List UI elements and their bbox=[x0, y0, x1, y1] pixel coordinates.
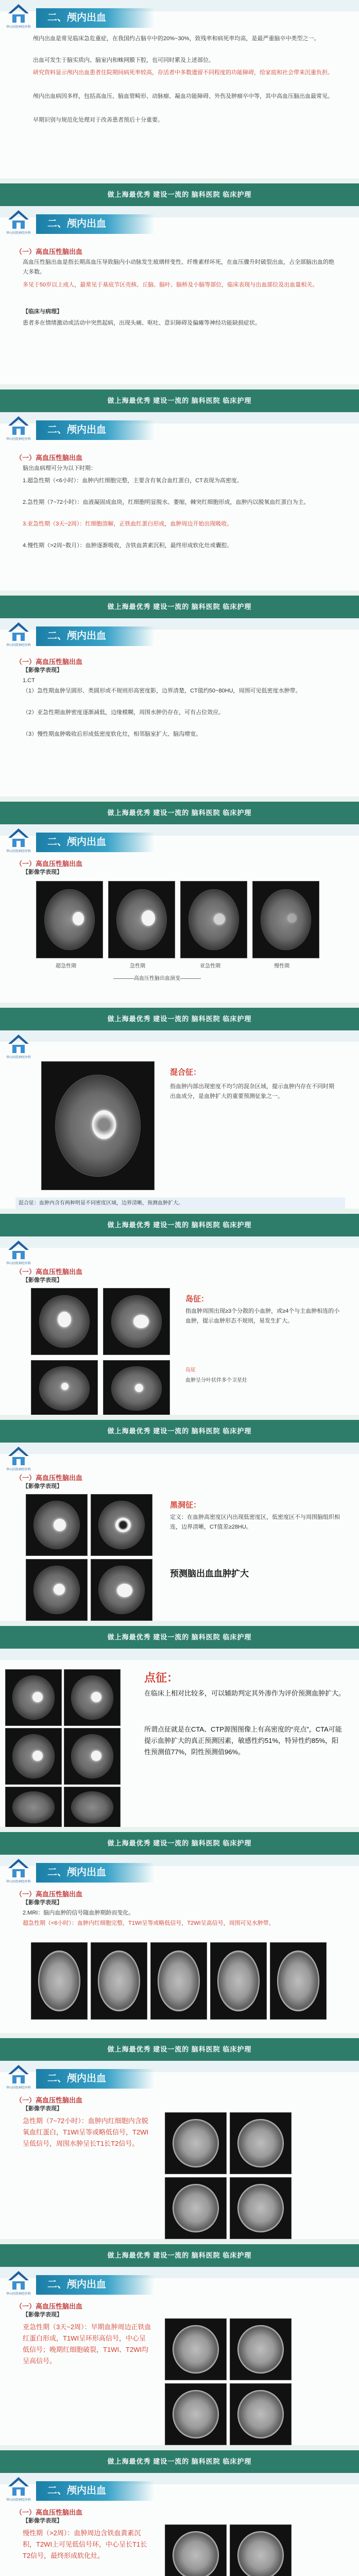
mri-image bbox=[230, 2112, 292, 2174]
footer-band bbox=[0, 2033, 359, 2038]
ct-scan-image bbox=[26, 1494, 88, 1556]
image-caption: 亚急性期 bbox=[200, 963, 220, 969]
logo-text: 华山医院神经外科 bbox=[6, 2087, 31, 2090]
logo-text: 华山医院神经外科 bbox=[6, 2499, 31, 2502]
slide-7 bbox=[0, 1236, 359, 1443]
footer-band bbox=[0, 1209, 359, 1214]
hospital-logo-icon bbox=[4, 414, 33, 445]
paragraph: （2）亚急性期血肿密度逐渐减低，边缘模糊，周围水肿仍存在，可有占位效应。 bbox=[23, 709, 225, 716]
paragraph: 2.MRI：脑内血肿的信号随血肿期龄而变化。 bbox=[23, 1910, 134, 1916]
subsection-label: （一）高血压性脑出血 bbox=[15, 860, 83, 868]
slide-topbar bbox=[0, 1443, 359, 1454]
slide-13 bbox=[0, 2473, 359, 2576]
sub-heading: 【影像学表现】 bbox=[23, 2106, 62, 2112]
section-title: 二、颅内出血 bbox=[36, 833, 155, 852]
sub-heading: 【影像学表现】 bbox=[23, 1277, 62, 1283]
image-caption: 慢性期 bbox=[274, 963, 289, 969]
footer-banner: 做上海最优秀 建设一流的 脑科医院 临床护理 bbox=[0, 1626, 359, 1649]
footer-banner: 做上海最优秀 建设一流的 脑科医院 临床护理 bbox=[0, 1214, 359, 1236]
paragraph: 高血压性脑出血是指长期高血压导致脑内小动脉发生玻璃样变性、纤维素样坏死，在血压骤升时破裂出血，占全部脑出血的绝大多数。 bbox=[23, 259, 334, 275]
sub-heading: 【影像学表现】 bbox=[23, 667, 62, 673]
ct-scan-image bbox=[91, 1494, 152, 1556]
callout-title: 点征： bbox=[144, 1671, 179, 1684]
footer-banner: 做上海最优秀 建设一流的 脑科医院 临床护理 bbox=[0, 389, 359, 412]
ct-scan-image bbox=[5, 1728, 62, 1785]
slide-2 bbox=[0, 206, 359, 412]
paragraph: 脑出血病理可分为以下时期： bbox=[23, 465, 96, 471]
footer-band bbox=[0, 796, 359, 802]
slide-1 bbox=[0, 0, 359, 206]
ct-scan-image bbox=[103, 1288, 170, 1355]
logo-text: 华山医院神经外科 bbox=[6, 1468, 31, 1471]
timeline-caption: ————高血压性脑出血演变———— bbox=[113, 976, 201, 981]
callout-title: 混合征： bbox=[170, 1068, 201, 1077]
image-caption: 超急性期 bbox=[56, 963, 76, 969]
subsection-label: （一）高血压性脑出血 bbox=[15, 2096, 83, 2104]
paragraph: 所谓点征就是在CTA、CTP源图图像上有高密度的“亮点”，CTA可能提示血肿扩大的真正预测因素，敏感性约51%，特异性约85%，阳性预测值77%，阴性预测值96%。 bbox=[144, 1725, 342, 1756]
footer-band bbox=[0, 1621, 359, 1626]
slide-topbar bbox=[0, 1030, 359, 1042]
logo-text: 华山医院神经外科 bbox=[6, 644, 31, 647]
section-title: 二、颅内出血 bbox=[36, 2481, 155, 2501]
subsection-label: （一）高血压性脑出血 bbox=[15, 454, 83, 462]
mri-image bbox=[270, 1942, 327, 2020]
footer-band bbox=[0, 1415, 359, 1420]
slide-topbar bbox=[0, 1649, 359, 1660]
ct-scan-image bbox=[26, 1559, 88, 1621]
hospital-logo-icon bbox=[4, 1032, 33, 1063]
subsection-label: （一）高血压性脑出血 bbox=[15, 248, 83, 256]
section-title: 二、颅内出血 bbox=[36, 214, 155, 234]
hospital-logo-icon bbox=[4, 2, 33, 33]
mri-image bbox=[230, 2318, 292, 2380]
footer-banner: 做上海最优秀 建设一流的 脑科医院 临床护理 bbox=[0, 2450, 359, 2473]
mri-image bbox=[31, 1942, 88, 2020]
subsection-label: （一）高血压性脑出血 bbox=[15, 2509, 83, 2516]
paragraph: 指血肿周围出现≥3个分散的小血肿，或≥4个与主血肿相连的小血肿，提示血肿形态不规则，易发生扩大。 bbox=[185, 1308, 340, 1324]
callout-title: 岛征： bbox=[185, 1295, 209, 1303]
slide-12 bbox=[0, 2267, 359, 2473]
hospital-logo-icon bbox=[4, 2063, 33, 2094]
sub-heading: 【临床与病理】 bbox=[23, 309, 62, 315]
stage-item: 3.亚急性期（3天~2周）：红细胞溶解，正铁血红蛋白形成，血肿周边开始出现吸收。 bbox=[23, 521, 233, 527]
footer-banner: 做上海最优秀 建设一流的 脑科医院 临床护理 bbox=[0, 802, 359, 824]
ct-scan-image bbox=[108, 881, 175, 958]
slide-4 bbox=[0, 618, 359, 824]
subsection-label: （一）高血压性脑出血 bbox=[15, 1474, 83, 1482]
slide-3 bbox=[0, 412, 359, 618]
slide-topbar bbox=[0, 1236, 359, 1248]
slide-5 bbox=[0, 824, 359, 1030]
footer-banner: 做上海最优秀 建设一流的 脑科医院 临床护理 bbox=[0, 1420, 359, 1443]
footer-band bbox=[0, 2445, 359, 2450]
ct-scan-image bbox=[5, 1787, 62, 1828]
ct-scan-image bbox=[31, 1360, 98, 1417]
conclusion: 预测脑出血血肿扩大 bbox=[170, 1569, 249, 1579]
mri-image bbox=[165, 2383, 227, 2445]
hospital-logo-icon bbox=[4, 826, 33, 857]
subsection-label: （一）高血压性脑出血 bbox=[15, 2302, 83, 2310]
paragraph: 研究资料显示颅内出血患者住院期间病死率较高，存活者中多数遗留不同程度的功能障碍，给家庭和社会带来沉重负担。 bbox=[33, 70, 333, 76]
note: 混合征：血肿内含有两种明显不同密度区域，边界清晰，预测血肿扩大。 bbox=[15, 1197, 345, 1209]
paragraph: 颅内出血是常见临床急危重症，在我国约占脑卒中的20%~30%，致残率和病死率均高，是最严重脑卒中类型之一。 bbox=[33, 36, 320, 42]
section-title: 二、颅内出血 bbox=[36, 8, 155, 28]
mri-image bbox=[230, 2177, 292, 2239]
hospital-logo-icon bbox=[4, 2269, 33, 2300]
ct-scan-image bbox=[5, 1669, 62, 1726]
slide-8 bbox=[0, 1443, 359, 1649]
ct-scan-image bbox=[64, 1728, 121, 1785]
paragraph: 早期识别与规范化处理对于改善患者预后十分重要。 bbox=[33, 117, 163, 123]
paragraph: （3）慢性期血肿吸收后形成低密度软化灶，相邻脑室扩大、脑沟增宽。 bbox=[23, 731, 202, 737]
ct-scan-image bbox=[252, 881, 319, 958]
hospital-logo-icon bbox=[4, 1445, 33, 1476]
slide-6 bbox=[0, 1030, 359, 1236]
ct-scan-image bbox=[64, 1787, 121, 1828]
ct-scan-image bbox=[103, 1360, 170, 1417]
mri-image bbox=[165, 2318, 227, 2380]
ct-heading: 1.CT bbox=[23, 677, 35, 684]
footer-banner: 做上海最优秀 建设一流的 脑科医院 临床护理 bbox=[0, 596, 359, 618]
mri-image bbox=[210, 1942, 267, 2020]
slide-9 bbox=[0, 1649, 359, 1855]
paragraph: 多见于50岁以上成人，最常见于基底节区壳核、丘脑、脑叶、脑桥及小脑等部位，临床表现与出血部位及出血量相关。 bbox=[23, 282, 318, 288]
mri-image bbox=[230, 2383, 292, 2445]
mri-image bbox=[165, 2177, 227, 2239]
paragraph: 慢性期（>2周）：血肿周边含铁血黄素沉积，T2WI上可见低信号环，中心呈长T1长T2信号，最终形成软化灶。 bbox=[23, 2529, 147, 2560]
section-title: 二、颅内出血 bbox=[36, 420, 155, 440]
footer-band bbox=[0, 1003, 359, 1008]
subsection-label: （一）高血压性脑出血 bbox=[15, 1268, 83, 1276]
paragraph: 定义：在血肿高密度区内出现低密度区，低密度区不与周围脑组织相连，边界清晰，CT值差≥28HU。 bbox=[170, 1514, 340, 1530]
logo-text: 华山医院神经外科 bbox=[6, 232, 31, 235]
paragraph: 超急性期（<6小时）：血肿内红细胞完整，T1WI呈等或略低信号，T2WI呈高信号，周围可见水肿带。 bbox=[23, 1920, 275, 1926]
footer-band bbox=[0, 1827, 359, 1832]
mri-image bbox=[91, 1942, 147, 2020]
stage-item: 1.超急性期（<6小时）：血肿内红细胞完整，主要含有氧合血红蛋白，CT表现为高密度。 bbox=[23, 478, 243, 484]
mri-image bbox=[230, 2524, 292, 2576]
section-title: 二、颅内出血 bbox=[36, 1863, 155, 1883]
hospital-logo-icon bbox=[4, 1857, 33, 1888]
sub-heading: 【影像学表现】 bbox=[23, 869, 62, 875]
sub-heading: 【影像学表现】 bbox=[23, 1483, 62, 1489]
paragraph: 指血肿内部出现密度不均匀的混杂区域，提示血肿内存在不同时期出血成分，是血肿扩大的重要预测征象之一。 bbox=[170, 1083, 334, 1099]
paragraph: 急性期（7~72小时）：血肿内红细胞内含脱氧血红蛋白，T1WI呈等或略低信号，T2WI呈低信号，周围水肿呈长T1长T2信号。 bbox=[23, 2117, 149, 2147]
mri-image bbox=[165, 2112, 227, 2174]
slide-11 bbox=[0, 2061, 359, 2267]
image-caption: 血肿呈分叶状伴多个卫星灶 bbox=[185, 1378, 247, 1383]
sub-heading: 【影像学表现】 bbox=[23, 2312, 62, 2318]
paragraph: 颅内出血病因多样，包括高血压、脑血管畸形、动脉瘤、凝血功能障碍、外伤及肿瘤卒中等，其中高血压脑出血最常见。 bbox=[33, 93, 333, 99]
footer-band bbox=[0, 178, 359, 183]
section-title: 二、颅内出血 bbox=[36, 626, 155, 646]
hospital-logo-icon bbox=[4, 1239, 33, 1269]
paragraph: 出血可发生于脑实质内、脑室内和蛛网膜下腔，也可同时累及上述部位。 bbox=[33, 57, 214, 63]
ct-scan-image bbox=[64, 1669, 121, 1726]
logo-text: 华山医院神经外科 bbox=[6, 438, 31, 441]
subsection-label: （一）高血压性脑出血 bbox=[15, 658, 83, 666]
stage-item: 2.急性期（7~72小时）：血液凝固成血块，红细胞明显脱水、萎缩，棘突红细胞形成，血肿内以脱氧血红蛋白为主。 bbox=[23, 499, 310, 505]
logo-text: 华山医院神经外科 bbox=[6, 26, 31, 29]
stage-item: 4.慢性期（>2周~数月）：血肿逐渐吸收，含铁血黄素沉积，最终形成软化灶或囊腔。 bbox=[23, 543, 233, 549]
image-caption: 岛征 bbox=[185, 1367, 196, 1373]
hospital-logo-icon bbox=[4, 620, 33, 651]
ct-scan-image bbox=[31, 1288, 98, 1355]
ct-scan-image bbox=[36, 881, 103, 958]
logo-text: 华山医院神经外科 bbox=[6, 2293, 31, 2296]
subsection-label: （一）高血压性脑出血 bbox=[15, 1890, 83, 1898]
section-title: 二、颅内出血 bbox=[36, 2275, 155, 2295]
mri-image bbox=[165, 2524, 227, 2576]
paragraph: （1）急性期血肿呈圆形、类圆形或不规则形高密度影，边界清楚，CT值约50~80HU，周围可见低密度水肿带。 bbox=[23, 688, 301, 694]
footer-banner: 做上海最优秀 建设一流的 脑科医院 临床护理 bbox=[0, 2244, 359, 2267]
sub-heading: 【影像学表现】 bbox=[23, 1900, 62, 1906]
paragraph: 患者多在情绪激动或活动中突然起病，出现头痛、呕吐、意识障碍及偏瘫等神经功能缺损症状。 bbox=[23, 320, 261, 326]
paragraph: 亚急性期（3天~2周）：早期血肿周边正铁血红蛋白形成，T1WI呈环形高信号，中心呈低信号；晚期红细胞破裂，T1WI、T2WI均呈高信号。 bbox=[23, 2323, 151, 2365]
footer-band bbox=[0, 590, 359, 596]
hospital-logo-icon bbox=[4, 2475, 33, 2506]
section-title: 二、颅内出血 bbox=[36, 2069, 155, 2089]
hospital-logo-icon bbox=[4, 208, 33, 239]
footer-banner: 做上海最优秀 建设一流的 脑科医院 临床护理 bbox=[0, 1008, 359, 1030]
mri-image bbox=[150, 1942, 207, 2020]
slide-10 bbox=[0, 1855, 359, 2061]
logo-text: 华山医院神经外科 bbox=[6, 1056, 31, 1059]
paragraph: 在临床上相对比较多，可以辅助判定其外渗作为评价预测血肿扩大。 bbox=[144, 1689, 346, 1697]
logo-text: 华山医院神经外科 bbox=[6, 850, 31, 853]
ct-scan-image bbox=[180, 881, 247, 958]
sub-heading: 【影像学表现】 bbox=[23, 2518, 62, 2524]
logo-text: 华山医院神经外科 bbox=[6, 1880, 31, 1884]
logo-text: 华山医院神经外科 bbox=[6, 1262, 31, 1265]
footer-band bbox=[0, 384, 359, 389]
ct-scan-image bbox=[41, 1061, 155, 1190]
callout-title: 黑洞征： bbox=[170, 1501, 201, 1510]
footer-band bbox=[0, 2239, 359, 2244]
footer-banner: 做上海最优秀 建设一流的 脑科医院 临床护理 bbox=[0, 183, 359, 206]
footer-banner: 做上海最优秀 建设一流的 脑科医院 临床护理 bbox=[0, 2038, 359, 2061]
ct-scan-image bbox=[91, 1559, 152, 1621]
image-caption: 急性期 bbox=[130, 963, 145, 969]
footer-banner: 做上海最优秀 建设一流的 脑科医院 临床护理 bbox=[0, 1832, 359, 1855]
